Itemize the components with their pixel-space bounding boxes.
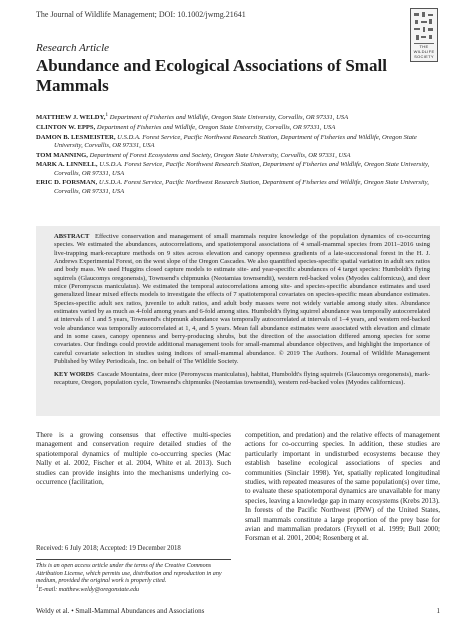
author-name: ERIC D. FORSMAN,: [36, 179, 98, 187]
author-entry: [36, 152, 440, 160]
keywords-label: KEY WORDS: [54, 370, 94, 378]
author-name: CLINTON W. EPPS,: [36, 123, 96, 131]
page-number: 1: [436, 607, 440, 615]
author-affiliation: U.S.D.A. Forest Service, Pacific Northwest Research Station, Department of Fisheries and Wildlife, Oregon State University, Corvallis, OR 97331, USA: [54, 133, 417, 149]
society-logo: [410, 8, 438, 62]
author-entry: [36, 134, 440, 151]
keywords: [54, 371, 430, 388]
author-entry: [36, 124, 440, 132]
author-affiliation: U.S.D.A. Forest Service, Pacific Northwest Research Station, Department of Fisheries and Wildlife, Oregon State University, Corvallis, OR 97331, USA: [54, 179, 429, 195]
author-affiliation: U.S.D.A. Forest Service, Pacific Northwest Research Station, Department of Fisheries and Wildlife, Oregon State University, Corvallis, OR 97331, USA: [54, 161, 430, 177]
abstract-text: Effective conservation and management of small mammals require knowledge of the population dynamics of co-occurring species. We estimated the abundances, autocorrelations, and spatiotemporal associations of 4 small-mammal species from 2011–2016 using live-trapping mark-recapture methods on 9 sites across elevation and canopy openness gradients of a late-successional forest in the H. J. Andrews Experimental Forest, on the west slope of the Oregon Cascades. We also quantified species-specific spatial variation in adult sex ratios and body mass. We used Huggins closed capture models to estimate site- and year-specific abundances of 4 target species: Humboldt's flying squirrels (Glaucomys oregonensis), Townsend's chipmunks (Neotamias townsendii), western red-backed voles (Myodes californicus), and deer mice (Peromyscus maniculatus). We estimated the temporal autocorrelations among site- and species-specific abundance estimates and used generalized linear mixed effects models to investigate the effects of 7 spatiotemporal covariates on species-specific mean abundance estimates. Species-specific adult sex ratios, juvenile to adult ratios, and adult body masses were not widely variable among study sites. Abundance estimates varied by as much as 4-fold among years and 6-fold among sites. Humboldt's flying squirrel abundance was temporally autocorrelated at intervals of 1 and 5 years, Townsend's chipmunk abundance was temporally autocorrelated at intervals of 1–4 years, and western red-backed vole abundance was temporally autocorrelated at 1, 4, and 5 years. Mean fall abundance estimates were associated with elevation and climate and in some cases, canopy openness and berry-producing shrubs, but the direction of the association differed among species for some covariates. Our findings could provide additional management tools for small-mammal abundance objectives, and highlight the importance of careful covariate selection in studies using indices of small-mammal abundance. © 2019 The Authors. Journal of Wildlife Management Published by Wiley Periodicals, Inc. on behalf of The Wildlife Society.: [54, 233, 431, 366]
author-name: DAMON B. LESMEISTER,: [36, 133, 116, 141]
corresponding-email: $^1$E-mail: matthew.weldy@oregonstate.edu: [36, 584, 140, 594]
article-type: Research Article: [36, 42, 110, 54]
body-text-left: There is a growing consensus that effective multi-species management and conservation require detailed studies of the spatiotemporal dynamics of multiple co-occurring species (Mac Nally et al. 2002, Fischer et al. 2004, White et al. 2013). Such studies can provide insights into the mechanisms underlying co-occurrence (facilitation,: [36, 431, 231, 487]
author-name: MATTHEW J. WELDY,: [36, 114, 106, 122]
author-entry: [36, 111, 440, 122]
author-footnote-mark: 1: [105, 112, 109, 118]
author-name: MARK A. LINNELL,: [36, 161, 98, 169]
author-name: TOM MANNING,: [36, 151, 88, 159]
author-affiliation: Department of Fisheries and Wildlife, Oregon State University, Corvallis, OR 97331, USA: [109, 114, 349, 122]
author-affiliation: Department of Fisheries and Wildlife, Oregon State University, Corvallis, OR 97331, USA: [96, 123, 336, 131]
abstract: [54, 233, 430, 367]
abstract-label: ABSTRACT: [54, 233, 90, 240]
author-entry: [36, 161, 440, 178]
email-text: E-mail: matthew.weldy@oregonstate.edu: [38, 587, 140, 594]
received-dates: Received: 6 July 2018; Accepted: 19 December 2018: [36, 545, 181, 552]
abstract-box: [36, 226, 440, 416]
keywords-text: Cascade Mountains, deer mice (Peromyscus maniculatus), habitat, Humboldt's flying squirrels (Glaucomys oregonensis), mark-recapture, Oregon, population cycle, Townsend's chipmunks (Neotamias townsendii), western red-backed voles (Myodes californicus).: [54, 370, 430, 386]
running-footer: Weldy et al. • Small-Mammal Abundances and Associations: [36, 607, 205, 615]
author-list: [36, 111, 440, 197]
body-text-right: competition, and predation) and the relative effects of management actions for co-occurring species. In addition, these studies are particularly important in undisturbed ecosystems because they establish baseline ecological associations of species and communities (Sinclair 1998). Yet, spatially replicated longitudinal studies, with repeated measures of the same population(s) over time, to evaluate these spatiotemporal dynamics are unavailable for many species, leaving a knowledge gap in many ecosystems (Krebs 2013). In forests of the Pacific Northwest (PNW) of the United States, small mammals constitute a large proportion of the prey base for avian and mammalian predators (Fryxell et al. 1999; Bull 2000; Forsman et al. 2001, 2004; Rosenberg et al.: [245, 431, 440, 543]
license-note: This is an open access article under the terms of the Creative Commons Attribution License, which permits use, distribution and reproduction in any medium, provided the original work is properly cited.: [36, 563, 222, 584]
logo-pattern-icon: [411, 9, 437, 49]
logo-label: THE WILDLIFE SOCIETY: [413, 44, 435, 59]
author-affiliation: Department of Forest Ecosystems and Society, Oregon State University, Corvallis, OR 97331, USA: [89, 151, 351, 159]
footnote-divider: [36, 559, 231, 560]
journal-citation: The Journal of Wildlife Management; DOI: 10.1002/jwmg.21641: [36, 10, 246, 19]
author-entry: [36, 179, 440, 196]
article-title: Abundance and Ecological Associations of Small Mammals: [36, 56, 387, 95]
